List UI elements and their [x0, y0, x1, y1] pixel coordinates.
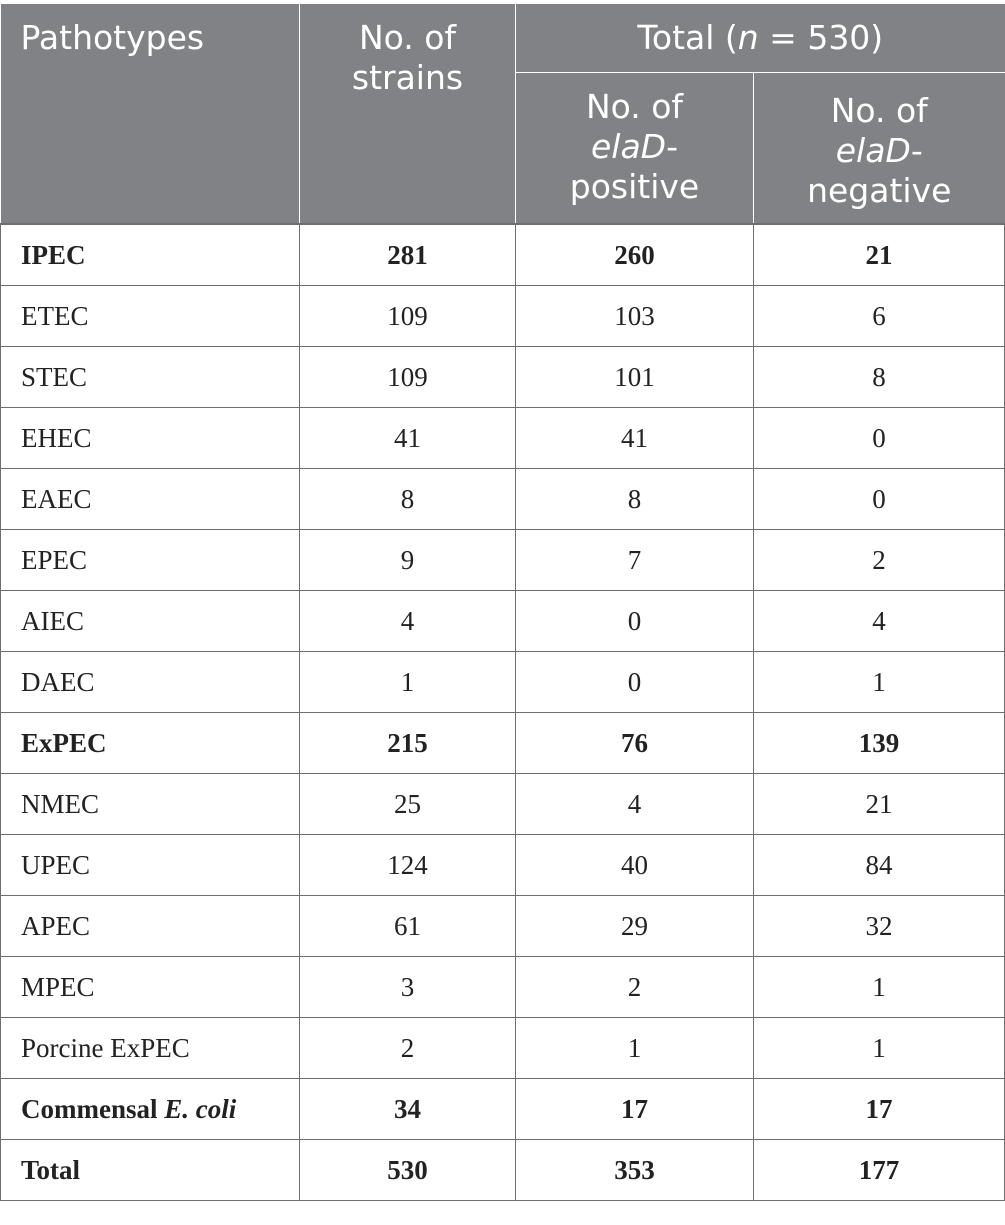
strains-count: 34 [300, 1079, 516, 1140]
header-elad-positive: No. of elaD- positive [516, 72, 754, 224]
table-row [1, 1018, 1005, 1079]
negative-count: 21 [754, 224, 1005, 286]
negative-count: 2 [754, 530, 1005, 591]
pathotype-name: AIEC [1, 591, 300, 652]
positive-count: 353 [516, 1140, 754, 1201]
strains-count: 215 [300, 713, 516, 774]
strains-count: 109 [300, 286, 516, 347]
pathotype-name: MPEC [1, 957, 300, 1018]
positive-count: 40 [516, 835, 754, 896]
strains-count: 8 [300, 469, 516, 530]
header-elad-negative: No. of elaD- negative [754, 72, 1005, 224]
positive-count: 7 [516, 530, 754, 591]
table-row [1, 469, 1005, 530]
pathotype-name: EAEC [1, 469, 300, 530]
negative-count: 4 [754, 591, 1005, 652]
negative-count: 139 [754, 713, 1005, 774]
strains-count: 1 [300, 652, 516, 713]
table-row [1, 1140, 1005, 1201]
table-row [1, 530, 1005, 591]
negative-count: 0 [754, 408, 1005, 469]
pathotype-name: EHEC [1, 408, 300, 469]
pathotype-name: Porcine ExPEC [1, 1018, 300, 1079]
negative-count: 84 [754, 835, 1005, 896]
positive-count: 103 [516, 286, 754, 347]
table-row [1, 408, 1005, 469]
table-row [1, 591, 1005, 652]
pathotype-name: NMEC [1, 774, 300, 835]
positive-count: 41 [516, 408, 754, 469]
strains-count: 61 [300, 896, 516, 957]
header-pathotypes: Pathotypes [1, 4, 300, 224]
negative-count: 8 [754, 347, 1005, 408]
pathotype-name: DAEC [1, 652, 300, 713]
strains-count: 4 [300, 591, 516, 652]
positive-count: 2 [516, 957, 754, 1018]
strains-count: 124 [300, 835, 516, 896]
pathotype-name: ETEC [1, 286, 300, 347]
pathotype-name: EPEC [1, 530, 300, 591]
strains-count: 530 [300, 1140, 516, 1201]
table-row [1, 713, 1005, 774]
header-total-n: Total (n = 530) [516, 4, 1005, 72]
table-row [1, 835, 1005, 896]
positive-count: 76 [516, 713, 754, 774]
table-row [1, 957, 1005, 1018]
negative-count: 0 [754, 469, 1005, 530]
pathotype-name: STEC [1, 347, 300, 408]
negative-count: 177 [754, 1140, 1005, 1201]
positive-count: 17 [516, 1079, 754, 1140]
positive-count: 29 [516, 896, 754, 957]
table-row [1, 286, 1005, 347]
strains-count: 25 [300, 774, 516, 835]
table-row [1, 347, 1005, 408]
negative-count: 32 [754, 896, 1005, 957]
positive-count: 8 [516, 469, 754, 530]
positive-count: 0 [516, 591, 754, 652]
table-header [1, 4, 1005, 224]
pathotype-name: ExPEC [1, 713, 300, 774]
strains-count: 9 [300, 530, 516, 591]
positive-count: 260 [516, 224, 754, 286]
header-no-of-strains: No. of strains [300, 4, 516, 224]
positive-count: 101 [516, 347, 754, 408]
negative-count: 21 [754, 774, 1005, 835]
pathotype-name: Commensal E. coli [1, 1079, 300, 1140]
positive-count: 1 [516, 1018, 754, 1079]
table-row [1, 652, 1005, 713]
pathotype-table [0, 4, 1005, 1201]
strains-count: 2 [300, 1018, 516, 1079]
table-row [1, 1079, 1005, 1140]
strains-count: 281 [300, 224, 516, 286]
pathotype-name: UPEC [1, 835, 300, 896]
table-row [1, 224, 1005, 286]
table-row [1, 774, 1005, 835]
pathotype-name: APEC [1, 896, 300, 957]
strains-count: 3 [300, 957, 516, 1018]
strains-count: 41 [300, 408, 516, 469]
negative-count: 1 [754, 1018, 1005, 1079]
negative-count: 1 [754, 957, 1005, 1018]
strains-count: 109 [300, 347, 516, 408]
pathotype-name: Total [1, 1140, 300, 1201]
positive-count: 4 [516, 774, 754, 835]
table-body [1, 224, 1005, 1201]
pathotype-name: IPEC [1, 224, 300, 286]
negative-count: 17 [754, 1079, 1005, 1140]
positive-count: 0 [516, 652, 754, 713]
table-row [1, 896, 1005, 957]
negative-count: 1 [754, 652, 1005, 713]
negative-count: 6 [754, 286, 1005, 347]
